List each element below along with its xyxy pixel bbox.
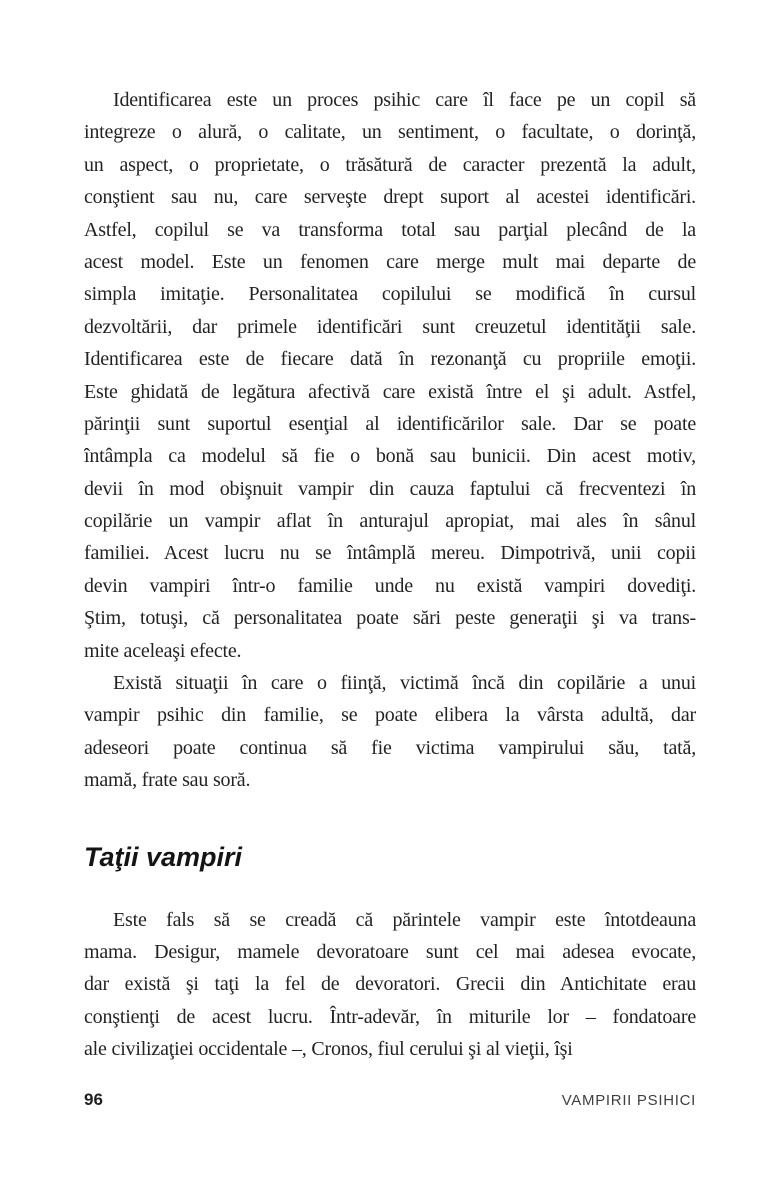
paragraph bbox=[84, 667, 696, 797]
running-title: VAMPIRII PSIHICI bbox=[561, 1092, 696, 1109]
text-line: Există situaţii în care o fiinţă, victimă încă din copilărie a unui bbox=[113, 672, 696, 695]
text-line: ale civilizaţiei occidentale –, Cronos, fiul cerului şi al vieţii, îşi bbox=[84, 1038, 573, 1061]
text-line: un aspect, o proprietate, o trăsătură de caracter prezentă la adult, bbox=[84, 153, 696, 176]
text-line: vampir psihic din familie, se poate elibera la vârsta adultă, dar bbox=[84, 704, 696, 727]
text-line: Identificarea este un proces psihic care îl face pe un copil să bbox=[113, 89, 696, 111]
text-line: mite aceleaşi efecte. bbox=[84, 639, 242, 662]
text-line: dar există şi taţi la fel de devoratori. Grecii din Antichitate erau bbox=[84, 973, 696, 996]
text-line: Ştim, totuşi, că personalitatea poate sări peste generaţii şi va trans- bbox=[84, 607, 696, 630]
text-line: simpla imitaţie. Personalitatea copilului se modifică în cursul bbox=[84, 283, 696, 306]
text-line: Identificarea este de fiecare dată în rezonanţă cu propriile emoţii. bbox=[84, 348, 696, 371]
text-line: întâmpla ca modelul să fie o bonă sau bunicii. Din acest motiv, bbox=[84, 445, 696, 468]
text-line: conştient sau nu, care serveşte drept suport al acestei identificări. bbox=[84, 186, 696, 209]
text-line: copilărie un vampir aflat în anturajul apropiat, mai ales în sânul bbox=[84, 510, 696, 533]
text-line: integreze o alură, o calitate, un sentiment, o facultate, o dorinţă, bbox=[84, 121, 696, 144]
text-line: Astfel, copilul se va transforma total sau parţial plecând de la bbox=[84, 218, 696, 241]
paragraph bbox=[84, 84, 696, 667]
text-block bbox=[84, 84, 696, 1066]
text-line: Este fals să se creadă că părintele vampir este întotdeauna bbox=[113, 908, 696, 931]
text-line: acest model. Este un fenomen care merge mult mai departe de bbox=[84, 250, 696, 273]
section-heading: Taţii vampiri bbox=[84, 841, 243, 872]
paragraph bbox=[84, 904, 696, 1066]
text-line: adeseori poate continua să fie victima vampirului său, tată, bbox=[84, 736, 696, 759]
text-line: mamă, frate sau soră. bbox=[84, 769, 251, 792]
text-line: familiei. Acest lucru nu se întâmplă mereu. Dimpotrivă, unii copii bbox=[84, 542, 696, 565]
page-number: 96 bbox=[84, 1090, 103, 1109]
text-line: conştienţi de acest lucru. Într-adevăr, în miturile lor – fondatoare bbox=[84, 1005, 696, 1028]
text-line: Este ghidată de legătura afectivă care există între el şi adult. Astfel, bbox=[84, 380, 696, 403]
text-line: dezvoltării, dar primele identificări sunt creuzetul identităţii sale. bbox=[84, 315, 696, 338]
text-line: părinţii sunt suportul esenţial al identificărilor sale. Dar se poate bbox=[84, 412, 696, 435]
text-line: mama. Desigur, mamele devoratoare sunt cel mai adesea evocate, bbox=[84, 940, 696, 963]
text-line: devin vampiri într-o familie unde nu există vampiri dovediţi. bbox=[84, 574, 696, 597]
page-footer bbox=[84, 1090, 696, 1110]
text-line: devii în mod obişnuit vampir din cauza faptului că frecventezi în bbox=[84, 477, 696, 500]
